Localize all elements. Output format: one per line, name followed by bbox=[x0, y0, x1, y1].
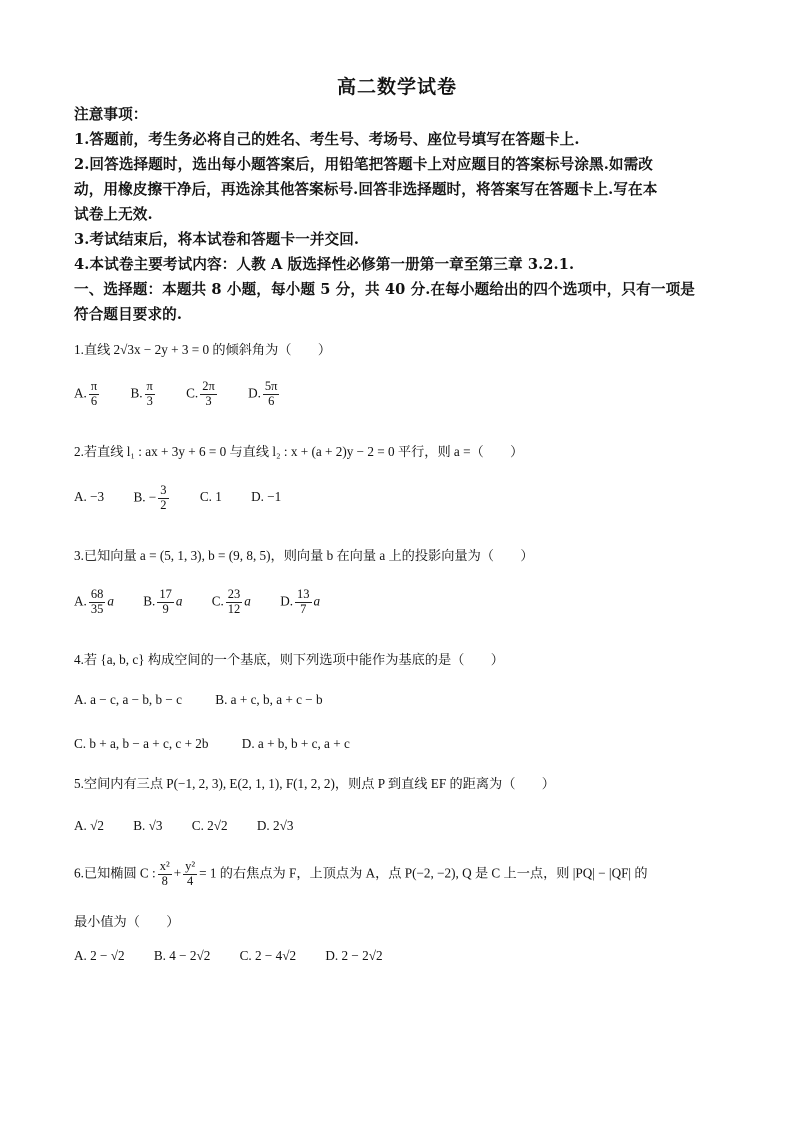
section-heading-cont: 符合题目要求的. bbox=[74, 306, 183, 323]
question-5-options bbox=[74, 818, 319, 834]
option-b: B. $\frac{\pi}{3}$ bbox=[130, 379, 153, 408]
option-d: D. 2√3 bbox=[256, 818, 294, 833]
notice-item-1: 1.答题前，考生务必将自己的姓名、考生号、考场号、座位号填写在答题卡上. bbox=[74, 131, 580, 148]
option-d: D. 2 − 2√2 bbox=[325, 948, 383, 963]
question-6-stem-cont: 最小值为（ ） bbox=[74, 914, 180, 929]
option-c: C. 2 − 4√2 bbox=[239, 948, 297, 963]
question-3-options bbox=[74, 588, 346, 617]
notice-item-2-end: 试卷上无效. bbox=[74, 206, 153, 223]
question-4-stem: 4.若 {a, b, c} 构成空间的一个基底，则下列选项中能作为基底的是（ ） bbox=[74, 652, 504, 667]
option-a: A. a − c, a − b, b − c bbox=[74, 692, 182, 707]
question-6-options bbox=[74, 948, 409, 964]
option-d: D. −1 bbox=[251, 489, 282, 505]
option-c: C. $\frac{23}{12}$ a bbox=[211, 587, 251, 616]
notice-heading: 注意事项： bbox=[74, 106, 148, 123]
option-c: C. b + a, b − a + c, c + 2b bbox=[74, 736, 209, 751]
option-c: C. $\frac{2\pi}{3}$ bbox=[186, 379, 215, 408]
option-c: C. 2√2 bbox=[191, 818, 228, 833]
option-d: D. a + b, b + c, a + c bbox=[241, 736, 350, 751]
option-a: A. √2 bbox=[74, 818, 104, 833]
question-1-stem: 1.直线 2√3x − 2y + 3 = 0 的倾斜角为（ ） bbox=[74, 342, 332, 357]
question-2-stem: 2.若直线 l₁ : ax + 3y + 6 = 0 与直线 l₂ : x + (a + 2)y − 2 = 0 平行，则 a =（ ） bbox=[74, 444, 524, 459]
option-b: B. − $\frac{3}{2}$ bbox=[133, 483, 167, 512]
option-d: D. $\frac{13}{7}$ a bbox=[280, 587, 321, 616]
option-b: B. √3 bbox=[133, 818, 163, 833]
question-4-options-row-2 bbox=[74, 736, 376, 752]
question-6-stem: 6.已知椭圆 C : $\frac{\text{x²}}{8}$ + $\frac{\text{y²}}{4}$ = 1 的右焦点为 F，上顶点为 A，点 P(−2, −2), Q 是 C 上一点，则 |PQ| − |QF| 的 bbox=[74, 859, 648, 888]
option-a: A. $\frac{\pi}{6}$ bbox=[74, 379, 98, 408]
question-4-options-row-1 bbox=[74, 692, 349, 708]
question-5-stem: 5.空间内有三点 P(−1, 2, 3), E(2, 1, 1), F(1, 2, 2)，则点 P 到直线 EF 的距离为（ ） bbox=[74, 776, 555, 791]
question-3-stem: 3.已知向量 a = (5, 1, 3), b = (9, 8, 5)，则向量 b 在向量 a 上的投影向量为（ ） bbox=[74, 548, 534, 563]
notice-item-2-cont: 动，用橡皮擦干净后，再选涂其他答案标号.回答非选择题时，将答案写在答题卡上.写在本 bbox=[74, 181, 658, 198]
option-a: A. −3 bbox=[74, 489, 105, 505]
option-b: B. a + c, b, a + c − b bbox=[215, 692, 323, 707]
option-d: D. $\frac{5\pi}{6}$ bbox=[248, 379, 278, 408]
question-1-options bbox=[74, 380, 307, 409]
option-b: B. 4 − 2√2 bbox=[153, 948, 211, 963]
section-heading: 一、选择题：本题共 8 小题，每小题 5 分，共 40 分.在每小题给出的四个选项中，只有一项是 bbox=[74, 281, 695, 298]
option-a: A. $\frac{68}{35}$ a bbox=[74, 587, 114, 616]
page-title: 高二数学试卷 bbox=[336, 76, 457, 98]
option-b: B. $\frac{17}{9}$ a bbox=[143, 587, 183, 616]
option-a: A. 2 − √2 bbox=[74, 948, 125, 963]
notice-item-4: 4.本试卷主要考试内容：人教 A 版选择性必修第一册第一章至第三章 3.2.1. bbox=[74, 256, 575, 273]
notice-item-3: 3.考试结束后，将本试卷和答题卡一并交回. bbox=[74, 231, 360, 248]
question-2-options bbox=[74, 484, 307, 513]
notice-item-2: 2.回答选择题时，选出每小题答案后，用铅笔把答题卡上对应题目的答案标号涂黑.如需改 bbox=[74, 156, 653, 173]
option-c: C. 1 bbox=[199, 489, 222, 505]
